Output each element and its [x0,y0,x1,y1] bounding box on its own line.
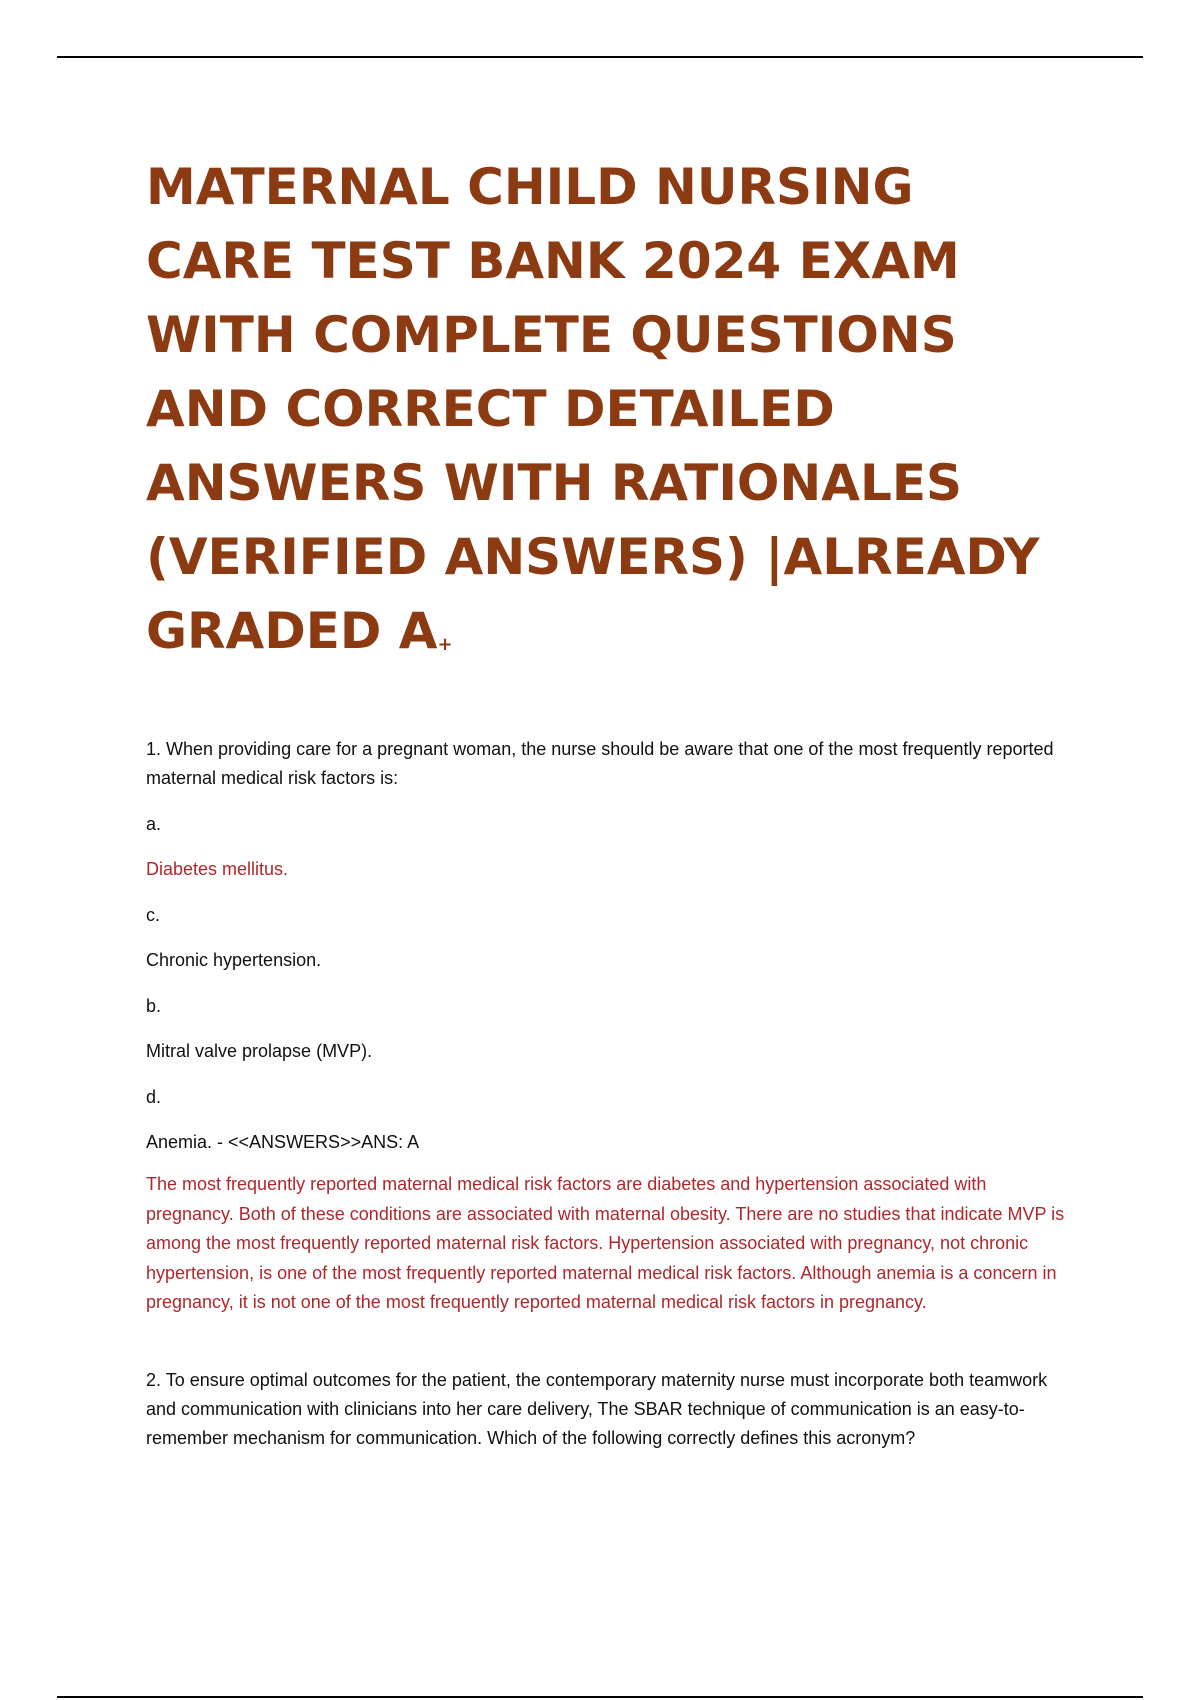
title-last-line [146,594,1066,680]
title-line: (VERIFIED ANSWERS) |ALREADY [146,528,1040,586]
option-letter: d. [146,1087,162,1107]
question-1 [146,735,1066,1318]
answer-rationale: The most frequently reported maternal medical risk factors are diabetes and hypertension associated with pregnancy. Both of these conditions are associated with maternal obesity. There are no studies that indicate MVP is among the most frequently reported maternal risk factors. Hypertension associated with pregnancy, not chronic hypertension, is one of the most frequently reported maternal medical risk factors. Although anemia is a concern in pregnancy, it is not one of the most frequently reported maternal medical risk factors in pregnancy. [146,1174,1065,1312]
option-letter: c. [146,905,161,925]
top-rule [57,56,1143,58]
title-line: ANSWERS WITH RATIONALES [146,454,962,512]
page-content [146,150,1066,1453]
title-plus-sign: + [437,634,453,655]
option-letter: a. [146,814,162,834]
option-answer: Mitral valve prolapse (MVP). [146,1041,373,1061]
bottom-rule [57,1696,1143,1698]
question-text: 2. To ensure optimal outcomes for the patient, the contemporary maternity nurse must incorporate both teamwork and communication with clinicians into her care delivery, The SBAR technique of communication is an easy-to-remember mechanism for communication. Which of the following correctly defines this acronym? [146,1369,1048,1448]
title-line: AND CORRECT DETAILED [146,380,835,438]
question-2 [146,1366,1066,1453]
option-letter: b. [146,996,162,1016]
question-text: 1. When providing care for a pregnant woman, the nurse should be aware that one of the most frequently reported maternal medical risk factors is: [146,739,1054,788]
option-answer: Chronic hypertension. [146,950,322,970]
option-answer: Anemia. - <<ANSWERS>>ANS: A [146,1132,420,1152]
title-line: WITH COMPLETE QUESTIONS [146,306,957,364]
option-answer-correct: Diabetes mellitus. [146,859,289,879]
title-line: MATERNAL CHILD NURSING [146,158,914,216]
title-line: CARE TEST BANK 2024 EXAM [146,232,960,290]
document-title [146,150,1066,680]
title-line: GRADED A [146,602,438,660]
